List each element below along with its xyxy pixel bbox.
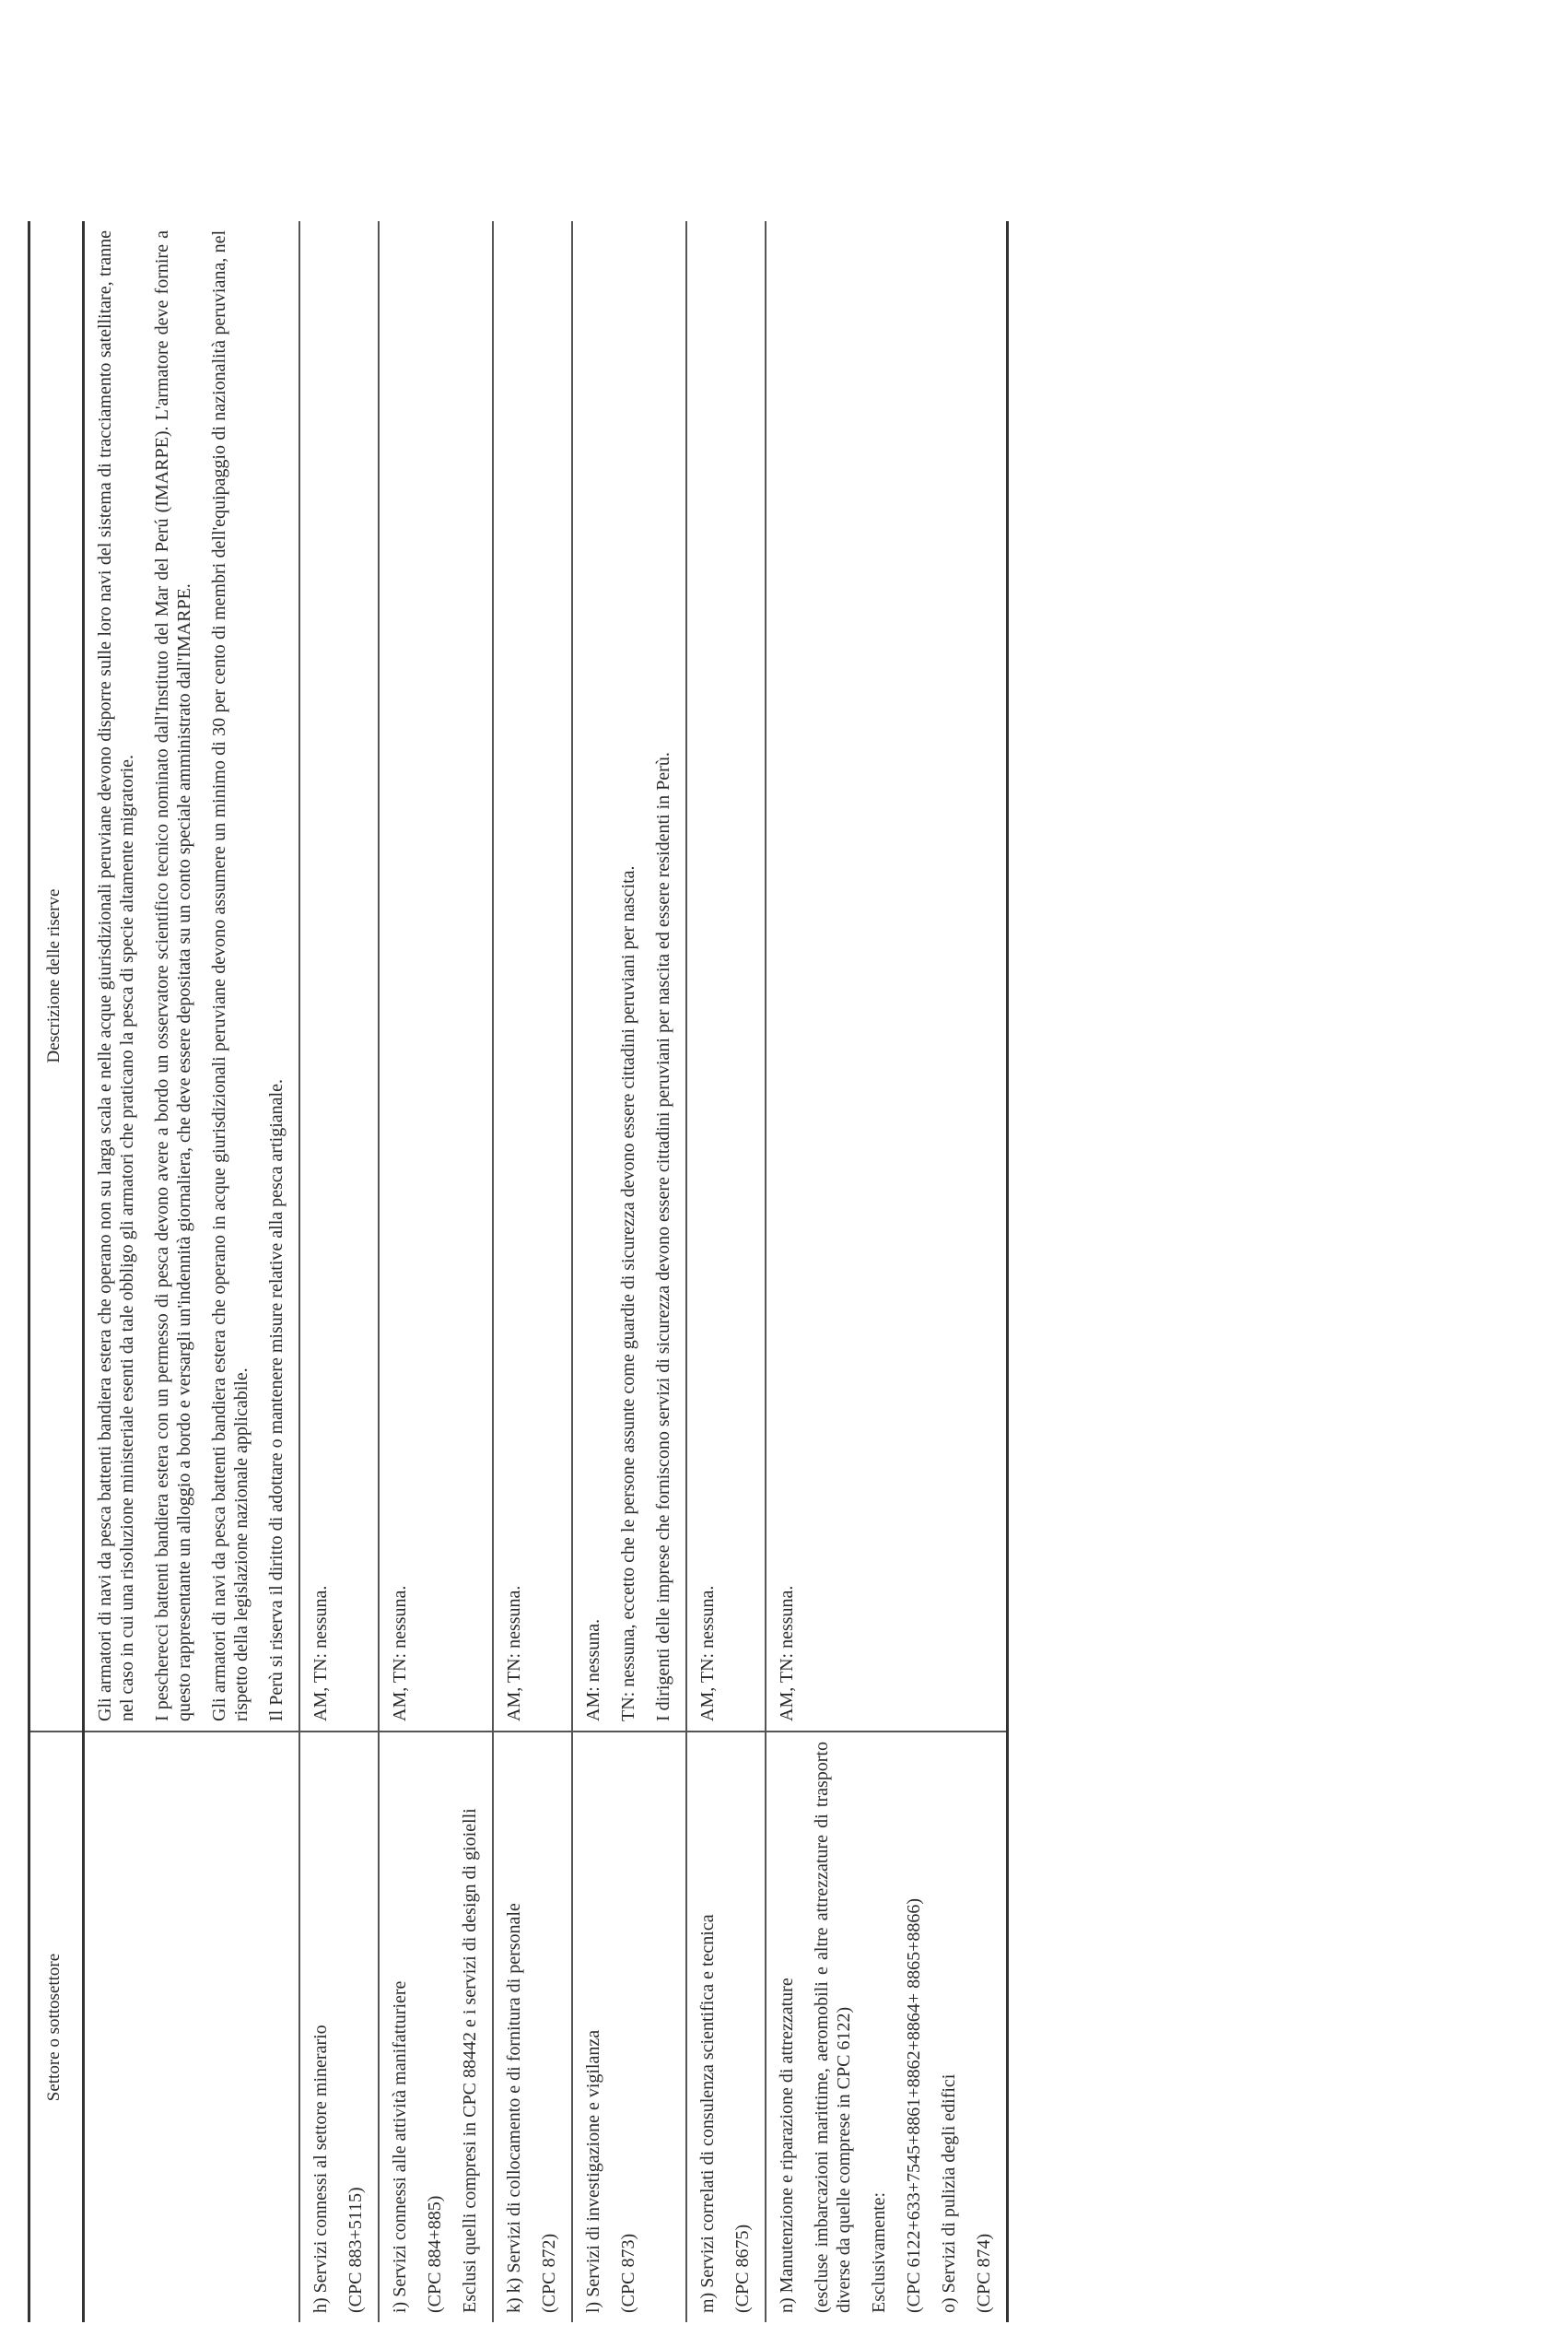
description-paragraph: AM, TN: nessuna. <box>310 1585 331 1721</box>
description-cell <box>299 221 379 1732</box>
header-sector: Settore o sottosettore <box>29 1732 84 2322</box>
sector-paragraph: (CPC 874) <box>974 2233 994 2313</box>
table-row <box>299 221 379 2322</box>
sector-paragraph: h) Servizi connessi al settore minerario <box>310 2025 331 2313</box>
sector-paragraph: k) k) Servizi di collocamento e di fornitura di personale <box>504 1903 524 2313</box>
sector-paragraph: (CPC 884+885) <box>425 2195 445 2313</box>
table-row <box>766 221 1008 2322</box>
description-cell <box>379 221 493 1732</box>
sector-cell <box>379 1732 493 2322</box>
sector-paragraph: (CPC 8675) <box>732 2224 753 2313</box>
description-paragraph: Gli armatori di navi da pesca battenti bandiera estera che operano non su larga scala e nelle acque giurisdizionali peruviane devono disporre sulle loro navi del sistema di tracciamento satellitare, tranne nel caso in cui una risoluzione ministeriale esenti da tale obbligo gli armatori che praticano la pesca di specie altamente migratorie. <box>95 230 137 1721</box>
description-paragraph: AM, TN: nessuna. <box>504 1585 524 1721</box>
table-row <box>493 221 572 2322</box>
description-cell <box>493 221 572 1732</box>
description-paragraph: AM, TN: nessuna. <box>777 1585 797 1721</box>
sector-cell <box>493 1732 572 2322</box>
description-paragraph: TN: nessuna, eccetto che le persone assunte come guardie di sicurezza devono essere cittadini peruviani per nascita. <box>618 865 638 1721</box>
sector-paragraph: (CPC 872) <box>539 2233 559 2313</box>
sector-paragraph: Esclusivamente: <box>869 2191 889 2313</box>
sector-cell <box>572 1732 686 2322</box>
description-paragraph: Il Perù si riserva il diritto di adottare o mantenere misure relative alla pesca artigianale. <box>266 1079 287 1721</box>
description-paragraph: AM, TN: nessuna. <box>390 1585 410 1721</box>
table-header-row <box>29 221 84 2322</box>
description-paragraph: I dirigenti delle imprese che forniscono servizi di sicurezza devono essere cittadini peruviani per nascita ed essere residenti in Perù. <box>653 752 673 1721</box>
reservations-table <box>28 221 1009 2322</box>
sector-cell <box>766 1732 1008 2322</box>
sector-paragraph: (escluse imbarcazioni marittime, aeromobili e altre attrezzature di trasporto diverse da quelle comprese in CPC 6122) <box>812 1742 854 2313</box>
sector-paragraph: (CPC 883+5115) <box>345 2187 366 2313</box>
header-description: Descrizione delle riserve <box>29 221 84 1732</box>
sector-paragraph: m) Servizi correlati di consulenza scientifica e tecnica <box>697 1914 718 2313</box>
sector-paragraph: n) Manutenzione e riparazione di attrezzature <box>777 1978 797 2313</box>
description-paragraph: I pescherecci battenti bandiera estera con un permesso di pesca devono avere a bordo un osservatore scientifico tecnico nominato dall'Instituto del Mar del Perú (IMARPE). L'armatore deve fornire a questo rappresentante un alloggio a bordo e versargli un'indennità giornaliera, che deve essere depositata su un conto speciale amministrato dall'IMARPE. <box>152 230 194 1721</box>
description-cell <box>572 221 686 1732</box>
sector-cell <box>686 1732 766 2322</box>
sector-cell <box>299 1732 379 2322</box>
description-paragraph: AM: nessuna. <box>583 1618 603 1721</box>
description-paragraph: Gli armatori di navi da pesca battenti bandiera estera che operano in acque giurisdizionali peruviane devono assumere un minimo di 30 per cento di membri dell'equipaggio di nazionalità peruviana, nel rispetto della legislazione nazionale applicabile. <box>209 230 252 1721</box>
sector-paragraph: Esclusi quelli compresi in CPC 88442 e i servizi di design di gioielli <box>460 1808 480 2313</box>
sector-paragraph: l) Servizi di investigazione e vigilanza <box>583 2029 603 2313</box>
sector-paragraph: (CPC 6122+633+7545+8861+8862+8864+ 8865+8866) <box>904 1897 924 2313</box>
table-row <box>572 221 686 2322</box>
sector-paragraph: o) Servizi di pulizia degli edifici <box>939 2073 959 2313</box>
description-cell <box>766 221 1008 1732</box>
sector-paragraph: (CPC 873) <box>618 2233 638 2313</box>
description-cell <box>686 221 766 1732</box>
table-row <box>84 221 300 2322</box>
description-paragraph: AM, TN: nessuna. <box>697 1585 718 1721</box>
description-cell <box>84 221 300 1732</box>
sector-cell <box>84 1732 300 2322</box>
table-row <box>379 221 493 2322</box>
sector-paragraph: i) Servizi connessi alle attività manifatturiere <box>390 1980 410 2313</box>
table-row <box>686 221 766 2322</box>
